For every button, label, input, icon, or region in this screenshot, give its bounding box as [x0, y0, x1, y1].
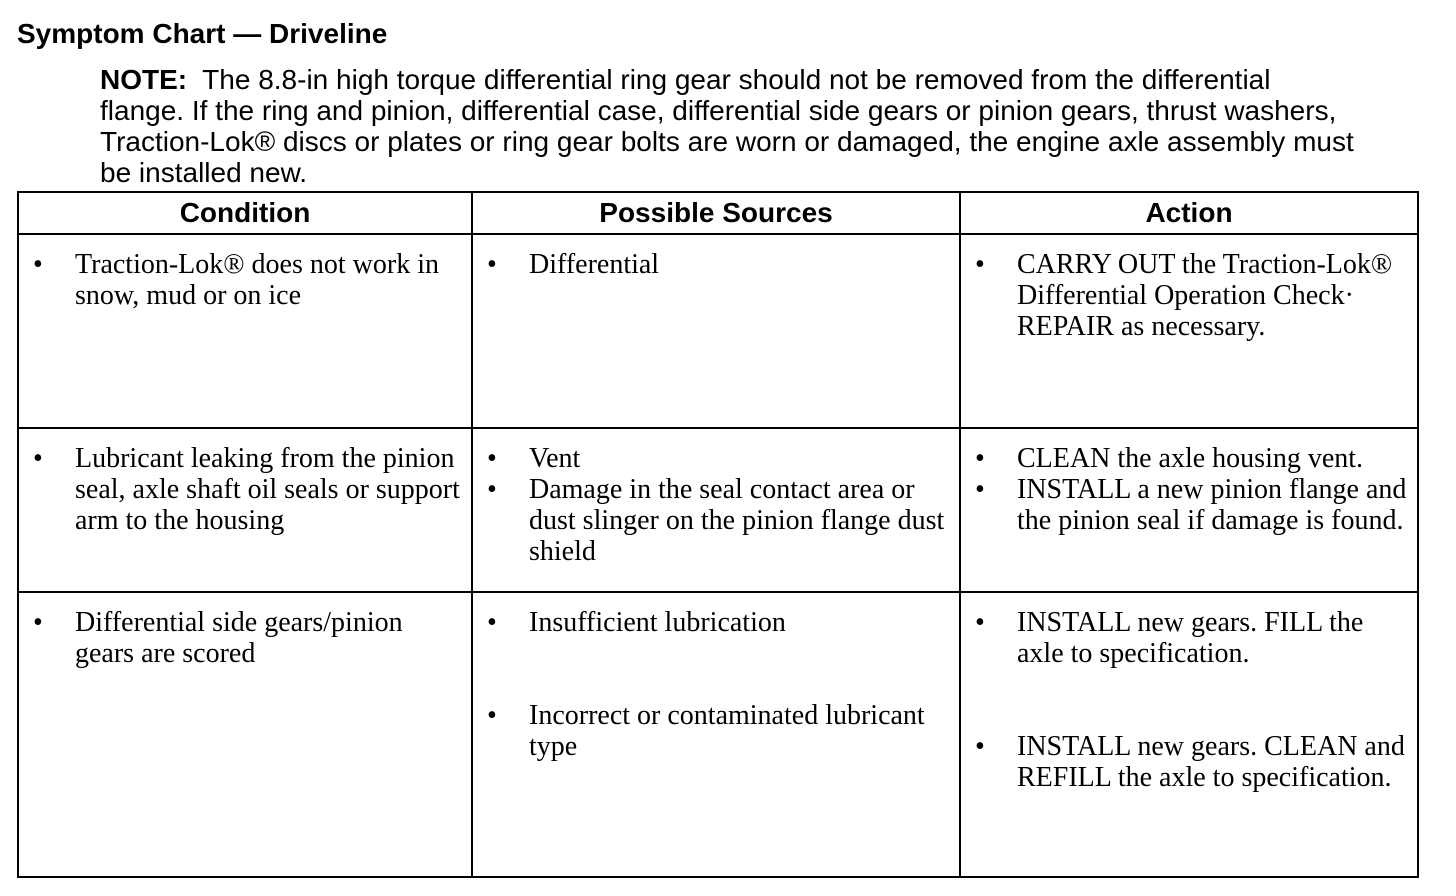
list-item: • INSTALL new gears. FILL the axle to specification. — [975, 607, 1407, 669]
sources-cell — [472, 428, 960, 592]
note-paragraph — [100, 64, 1360, 188]
note-label: NOTE: — [100, 64, 188, 95]
action-cell — [960, 234, 1418, 428]
list-item: • Differential — [487, 249, 949, 280]
list-item: • Traction-Lok® does not work in snow, mud or on ice — [33, 249, 461, 311]
list-item: • INSTALL new gears. CLEAN and REFILL the axle to specification. — [975, 731, 1407, 793]
header-possible-sources: Possible Sources — [472, 192, 960, 234]
list-item: • Insufficient lubrication — [487, 607, 949, 638]
action-cell — [960, 428, 1418, 592]
list-item: • Damage in the seal contact area or dust slinger on the pinion flange dust shield — [487, 474, 949, 567]
page-title: Symptom Chart — Driveline — [17, 18, 388, 49]
sources-cell — [472, 234, 960, 428]
condition-cell — [18, 428, 472, 592]
list-item: • Incorrect or contaminated lubricant type — [487, 700, 949, 762]
list-item: • CLEAN the axle housing vent. — [975, 443, 1407, 474]
condition-cell — [18, 234, 472, 428]
table-row — [18, 428, 1418, 592]
list-item: • Differential side gears/pinion gears are scored — [33, 607, 461, 669]
condition-cell — [18, 592, 472, 877]
list-item: • Lubricant leaking from the pinion seal, axle shaft oil seals or support arm to the housing — [33, 443, 461, 536]
list-item: • INSTALL a new pinion flange and the pinion seal if damage is found. — [975, 474, 1407, 536]
header-action: Action — [960, 192, 1418, 234]
sources-cell — [472, 592, 960, 877]
list-item: • CARRY OUT the Traction-Lok® Differential Operation Check· REPAIR as necessary. — [975, 249, 1407, 342]
note-text: The 8.8-in high torque differential ring gear should not be removed from the differential flange. If the ring and pinion, differential case, differential side gears or pinion gears, thrust washers, Traction-Lok® discs or plates or ring gear bolts are worn or damaged, the engine axle assembly must be installed new. — [100, 64, 1354, 188]
table-row — [18, 234, 1418, 428]
table-row — [18, 592, 1418, 877]
symptom-chart-table — [17, 191, 1419, 878]
table-header-row — [18, 192, 1418, 234]
header-condition: Condition — [18, 192, 472, 234]
list-item: • Vent — [487, 443, 949, 474]
action-cell — [960, 592, 1418, 877]
